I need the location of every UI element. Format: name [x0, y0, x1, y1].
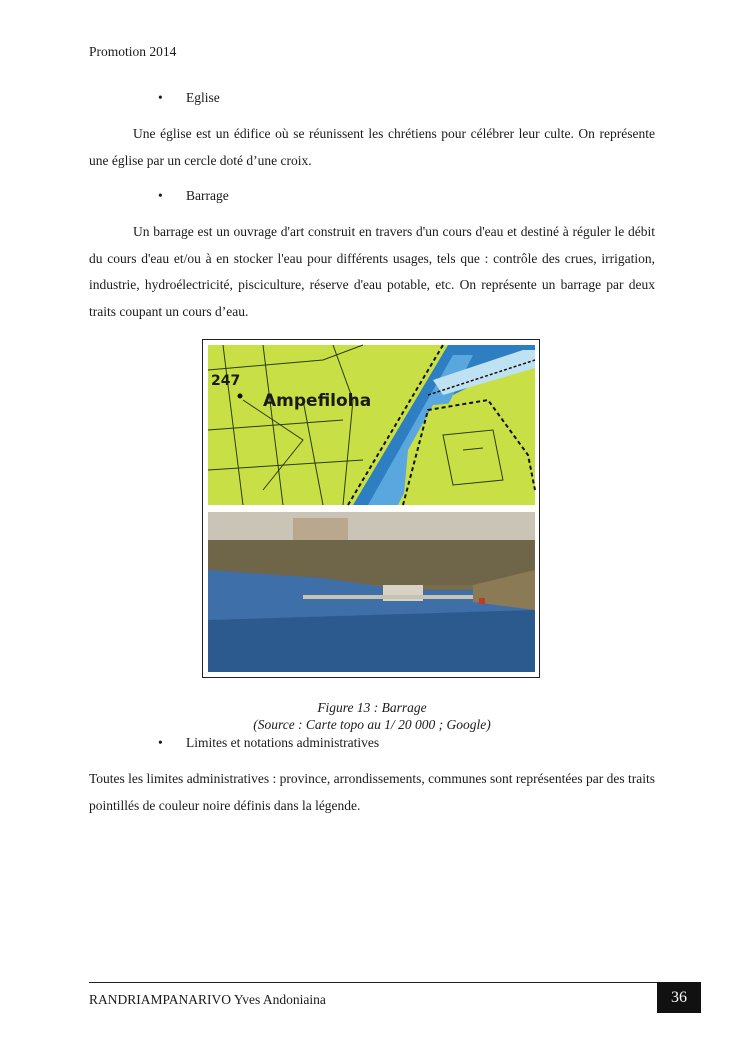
figure-barrage: [202, 339, 540, 678]
paragraph-barrage: Un barrage est un ouvrage d'art construit en travers d'un cours d'eau et destiné à réguler le débit du cours d'eau et/ou à en stocker l'eau pour différents usages, tels que : contrôle des crues, irrigation, industrie, hydroélectricité, pisciculture, réserve d'eau potable, etc. On représente un barrage par deux traits coupant un cours d’eau.: [89, 224, 655, 319]
bullet-icon: •: [158, 188, 163, 203]
bullet-icon: •: [158, 90, 163, 105]
paragraph-eglise: Une église est un édifice où se réunissent les chrétiens pour célébrer leur culte. On représente une église par un cercle doté d’une croix.: [89, 126, 655, 168]
footer-divider: [89, 982, 657, 983]
page-number: 36: [657, 982, 701, 1013]
figure-caption: Figure 13 : Barrage: [317, 700, 427, 715]
section-heading-limites: Limites et notations administratives: [186, 735, 380, 750]
page-header: Promotion 2014: [89, 44, 177, 59]
dam-photo: [208, 512, 535, 672]
footer-author: RANDRIAMPANARIVO Yves Andoniaina: [89, 992, 326, 1007]
bullet-icon: •: [158, 735, 163, 750]
figure-source: (Source : Carte topo au 1/ 20 000 ; Google): [253, 717, 491, 732]
paragraph-limites: Toutes les limites administratives : province, arrondissements, communes sont représentées par des traits pointillés de couleur noire définis dans la légende.: [89, 771, 655, 813]
section-heading-eglise: Eglise: [186, 90, 220, 105]
figure-image: [203, 340, 539, 677]
topo-map: [208, 345, 535, 505]
section-heading-barrage: Barrage: [186, 188, 229, 203]
map-elevation-label: 247: [211, 373, 241, 389]
map-place-label: Ampefiloha: [263, 391, 372, 411]
